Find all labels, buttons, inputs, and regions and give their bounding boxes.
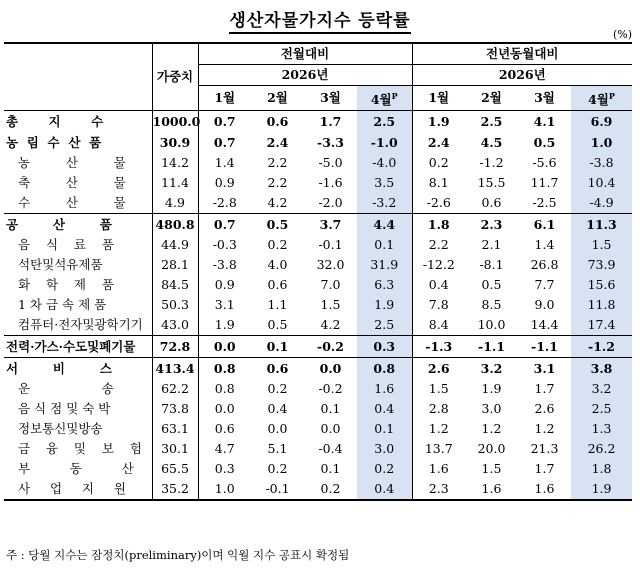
header-month: 3월 [304, 86, 357, 111]
row-label: 음 식 료 품 [4, 235, 152, 255]
mom-cell: -5.0 [318, 155, 343, 171]
yoy-cell: 0.5 [533, 134, 556, 150]
mom-cell: -2.0 [318, 195, 343, 211]
mom-cell: 0.0 [214, 401, 235, 417]
weight-cell: 72.8 [152, 336, 198, 358]
mom-cell: 1.6 [357, 379, 412, 399]
row-label: 농 산 물 [4, 153, 152, 173]
yoy-cell: 1.5 [481, 461, 502, 477]
yoy-cell: 7.8 [428, 297, 449, 313]
yoy-cell: 1.2 [481, 421, 502, 437]
mom-cell: 0.2 [304, 479, 357, 500]
weight-cell: 62.2 [152, 379, 198, 399]
row-label: 사 업 지 원 [4, 479, 152, 500]
yoy-cell: -8.1 [479, 257, 504, 273]
mom-cell: 1.9 [357, 295, 412, 315]
row-label: 정보통신및방송 [4, 419, 152, 439]
header-month-prelim: 4월$^P$ [571, 86, 632, 111]
row-label: 부 동 산 [4, 459, 152, 479]
mom-cell: 2.2 [267, 175, 288, 191]
yoy-cell: 2.5 [571, 399, 632, 419]
mom-cell: -2.8 [212, 195, 237, 211]
mom-cell: 6.3 [357, 275, 412, 295]
mom-cell: -3.8 [212, 257, 237, 273]
mom-cell: 1.1 [267, 297, 288, 313]
yoy-cell: 1.9 [412, 111, 465, 133]
mom-cell: 0.8 [214, 381, 235, 397]
mom-cell: 0.5 [251, 214, 304, 236]
row-label: 금 융 및 보 험 [4, 439, 152, 459]
mom-cell: 0.6 [251, 111, 304, 133]
header-category [4, 43, 152, 111]
mom-cell: 0.4 [267, 401, 288, 417]
table-title: 생산자물가지수 등락률 [0, 6, 640, 31]
mom-cell: 0.9 [214, 277, 235, 293]
weight-cell: 30.9 [152, 132, 198, 153]
header-month: 1월 [198, 86, 251, 111]
header-yoy-year: 2026년 [412, 65, 632, 86]
mom-cell: 0.6 [214, 421, 235, 437]
mom-cell: 0.1 [320, 461, 341, 477]
mom-cell: 2.5 [357, 315, 412, 336]
mom-cell: -3.3 [317, 134, 344, 150]
yoy-cell: 8.1 [428, 175, 449, 191]
row-label: 서 비 스 [4, 358, 152, 380]
mom-cell: 0.0 [267, 421, 288, 437]
yoy-cell: 3.8 [571, 358, 632, 380]
yoy-cell: 1.8 [571, 459, 632, 479]
row-label: 운 송 [4, 379, 152, 399]
weight-cell: 30.1 [152, 439, 198, 459]
yoy-cell: 1.7 [534, 461, 555, 477]
yoy-cell: -1.2 [571, 336, 632, 358]
yoy-cell: 4.5 [480, 134, 503, 150]
yoy-cell: 1.5 [571, 235, 632, 255]
mom-cell: 0.4 [357, 399, 412, 419]
mom-cell: 3.0 [357, 439, 412, 459]
header-yoy: 전년동월대비 [412, 43, 632, 65]
mom-cell: 3.7 [304, 214, 357, 236]
weight-cell: 65.5 [152, 459, 198, 479]
mom-cell: 4.4 [357, 214, 412, 236]
table-row [4, 275, 632, 295]
yoy-cell: 1.6 [465, 479, 518, 500]
mom-cell: 0.9 [214, 175, 235, 191]
table-row [4, 255, 632, 275]
mom-cell: 1.0 [198, 479, 251, 500]
yoy-cell: 21.3 [530, 441, 559, 457]
yoy-cell: 11.7 [530, 175, 559, 191]
yoy-cell: 73.9 [571, 255, 632, 275]
mom-cell: 0.5 [267, 317, 288, 333]
yoy-cell: 10.0 [477, 317, 506, 333]
mom-cell: 0.2 [267, 237, 288, 253]
yoy-cell: 15.5 [477, 175, 506, 191]
table-row [4, 235, 632, 255]
weight-cell: 14.2 [152, 153, 198, 173]
mom-cell: 1.7 [304, 111, 357, 133]
yoy-cell: -2.5 [532, 195, 557, 211]
row-label: 공 산 품 [4, 214, 152, 236]
table-row [4, 419, 632, 439]
mom-cell: -3.2 [357, 193, 412, 214]
mom-cell: 32.0 [316, 257, 345, 273]
yoy-cell: -2.6 [426, 195, 451, 211]
yoy-cell: 2.2 [428, 237, 449, 253]
header-month-prelim: 4월$^P$ [357, 86, 412, 111]
table-row [4, 379, 632, 399]
header-month: 3월 [518, 86, 571, 111]
row-label: 축 산 물 [4, 173, 152, 193]
mom-cell: 0.4 [357, 479, 412, 500]
mom-cell: 2.5 [357, 111, 412, 133]
yoy-cell: 0.4 [428, 277, 449, 293]
yoy-cell: 1.2 [534, 421, 555, 437]
mom-cell: -0.2 [318, 381, 343, 397]
mom-cell: -1.6 [318, 175, 343, 191]
yoy-cell: 26.8 [530, 257, 559, 273]
mom-cell: 0.3 [214, 461, 235, 477]
header-weight: 가중치 [152, 43, 198, 111]
mom-cell: -1.0 [357, 132, 412, 153]
yoy-cell: 1.0 [571, 132, 632, 153]
mom-cell: 7.0 [320, 277, 341, 293]
yoy-cell: 1.5 [428, 381, 449, 397]
yoy-cell: 1.6 [428, 461, 449, 477]
weight-cell: 63.1 [152, 419, 198, 439]
mom-cell: 0.8 [357, 358, 412, 380]
yoy-cell: 1.6 [518, 479, 571, 500]
mom-cell: 4.2 [267, 195, 288, 211]
yoy-cell: -3.8 [571, 153, 632, 173]
mom-cell: 0.7 [198, 214, 251, 236]
mom-cell: 31.9 [357, 255, 412, 275]
yoy-cell: 2.8 [428, 401, 449, 417]
yoy-cell: 3.1 [518, 358, 571, 380]
mom-cell: 5.1 [267, 441, 288, 457]
yoy-cell: 14.4 [530, 317, 559, 333]
weight-cell: 1000.0 [152, 111, 198, 133]
mom-cell: 0.0 [304, 358, 357, 380]
row-label: 석탄및석유제품 [4, 255, 152, 275]
table-row [4, 479, 632, 500]
mom-cell: 3.5 [357, 173, 412, 193]
yoy-cell: 20.0 [477, 441, 506, 457]
table-row [4, 193, 632, 214]
weight-cell: 4.9 [152, 193, 198, 214]
yoy-cell: 6.1 [518, 214, 571, 236]
mom-cell: 0.6 [267, 277, 288, 293]
table-row [4, 459, 632, 479]
header-month: 1월 [412, 86, 465, 111]
table-row [4, 173, 632, 193]
table-row [4, 214, 632, 236]
row-label: 1 차 금 속 제 품 [4, 295, 152, 315]
yoy-cell: 7.7 [534, 277, 555, 293]
row-label: 화 학 제 품 [4, 275, 152, 295]
mom-cell: 0.8 [198, 358, 251, 380]
mom-cell: 0.6 [251, 358, 304, 380]
header-month: 2월 [465, 86, 518, 111]
yoy-cell: 0.5 [481, 277, 502, 293]
yoy-cell: 11.8 [571, 295, 632, 315]
yoy-cell: 8.5 [481, 297, 502, 313]
yoy-cell: 1.7 [534, 381, 555, 397]
mom-cell: -4.0 [357, 153, 412, 173]
mom-cell: 0.1 [357, 235, 412, 255]
yoy-cell: 10.4 [571, 173, 632, 193]
table-row [4, 111, 632, 133]
row-label: 농 림 수 산 품 [4, 132, 152, 153]
mom-cell: 0.0 [198, 336, 251, 358]
table-row [4, 153, 632, 173]
yoy-cell: 2.1 [481, 237, 502, 253]
yoy-cell: 13.7 [424, 441, 453, 457]
yoy-cell: 2.4 [427, 134, 450, 150]
yoy-cell: 15.6 [571, 275, 632, 295]
mom-cell: 0.1 [251, 336, 304, 358]
yoy-cell: 1.3 [571, 419, 632, 439]
row-label: 전력·가스·수도및폐기물 [4, 336, 152, 358]
yoy-cell: 2.6 [534, 401, 555, 417]
unit-label: (%) [612, 28, 632, 41]
mom-cell: 1.4 [214, 155, 235, 171]
yoy-cell: -1.2 [479, 155, 504, 171]
yoy-cell: 2.3 [412, 479, 465, 500]
yoy-cell: 1.4 [534, 237, 555, 253]
yoy-cell: 11.3 [571, 214, 632, 236]
mom-cell: 4.0 [267, 257, 288, 273]
mom-cell: -0.1 [251, 479, 304, 500]
row-label: 총 지 수 [4, 111, 152, 133]
mom-cell: 0.1 [320, 401, 341, 417]
yoy-cell: -5.6 [532, 155, 557, 171]
row-label: 컴퓨터·전자및광학기기 [4, 315, 152, 336]
weight-cell: 73.8 [152, 399, 198, 419]
header-mom-year: 2026년 [198, 65, 412, 86]
row-label: 음 식 점 및 숙 박 [4, 399, 152, 419]
ppi-table [4, 42, 632, 501]
mom-cell: 0.1 [357, 419, 412, 439]
yoy-cell: 1.9 [481, 381, 502, 397]
mom-cell: -0.1 [318, 237, 343, 253]
yoy-cell: 1.2 [428, 421, 449, 437]
yoy-cell: 3.2 [571, 379, 632, 399]
table-row [4, 439, 632, 459]
weight-cell: 84.5 [152, 275, 198, 295]
mom-cell: 0.2 [267, 381, 288, 397]
header-month: 2월 [251, 86, 304, 111]
yoy-cell: 2.5 [465, 111, 518, 133]
weight-cell: 44.9 [152, 235, 198, 255]
yoy-cell: -12.2 [422, 257, 455, 273]
footnote: 주 : 당월 지수는 잠정치(preliminary)이며 익월 지수 공표시 확정됨 [6, 548, 350, 562]
mom-cell: 2.2 [267, 155, 288, 171]
yoy-cell: 2.3 [465, 214, 518, 236]
yoy-cell: 1.9 [571, 479, 632, 500]
yoy-cell: 9.0 [534, 297, 555, 313]
yoy-cell: 2.6 [412, 358, 465, 380]
yoy-cell: -4.9 [571, 193, 632, 214]
table-row [4, 399, 632, 419]
weight-cell: 480.8 [152, 214, 198, 236]
yoy-cell: 1.8 [412, 214, 465, 236]
yoy-cell: 0.2 [428, 155, 449, 171]
weight-cell: 43.0 [152, 315, 198, 336]
yoy-cell: 6.9 [571, 111, 632, 133]
mom-cell: 0.2 [357, 459, 412, 479]
yoy-cell: -1.1 [465, 336, 518, 358]
weight-cell: 28.1 [152, 255, 198, 275]
mom-cell: -0.4 [318, 441, 343, 457]
mom-cell: 2.4 [266, 134, 289, 150]
table-row [4, 315, 632, 336]
table-row [4, 336, 632, 358]
row-label: 수 산 물 [4, 193, 152, 214]
table-row [4, 295, 632, 315]
weight-cell: 11.4 [152, 173, 198, 193]
yoy-cell: 4.1 [518, 111, 571, 133]
yoy-cell: 3.0 [481, 401, 502, 417]
weight-cell: 50.3 [152, 295, 198, 315]
yoy-cell: -1.1 [518, 336, 571, 358]
weight-cell: 413.4 [152, 358, 198, 380]
mom-cell: 0.2 [267, 461, 288, 477]
mom-cell: 0.7 [213, 134, 236, 150]
yoy-cell: 8.4 [428, 317, 449, 333]
mom-cell: -0.3 [212, 237, 237, 253]
mom-cell: 4.7 [214, 441, 235, 457]
mom-cell: -0.2 [304, 336, 357, 358]
mom-cell: 1.9 [214, 317, 235, 333]
header-mom: 전월대비 [198, 43, 412, 65]
mom-cell: 0.0 [320, 421, 341, 437]
table-row [4, 358, 632, 380]
mom-cell: 0.3 [357, 336, 412, 358]
yoy-cell: 0.6 [481, 195, 502, 211]
yoy-cell: 17.4 [571, 315, 632, 336]
yoy-cell: -1.3 [412, 336, 465, 358]
mom-cell: 1.5 [320, 297, 341, 313]
table-row [4, 132, 632, 153]
mom-cell: 0.7 [198, 111, 251, 133]
mom-cell: 3.1 [214, 297, 235, 313]
yoy-cell: 26.2 [571, 439, 632, 459]
weight-cell: 35.2 [152, 479, 198, 500]
yoy-cell: 3.2 [465, 358, 518, 380]
mom-cell: 4.2 [320, 317, 341, 333]
